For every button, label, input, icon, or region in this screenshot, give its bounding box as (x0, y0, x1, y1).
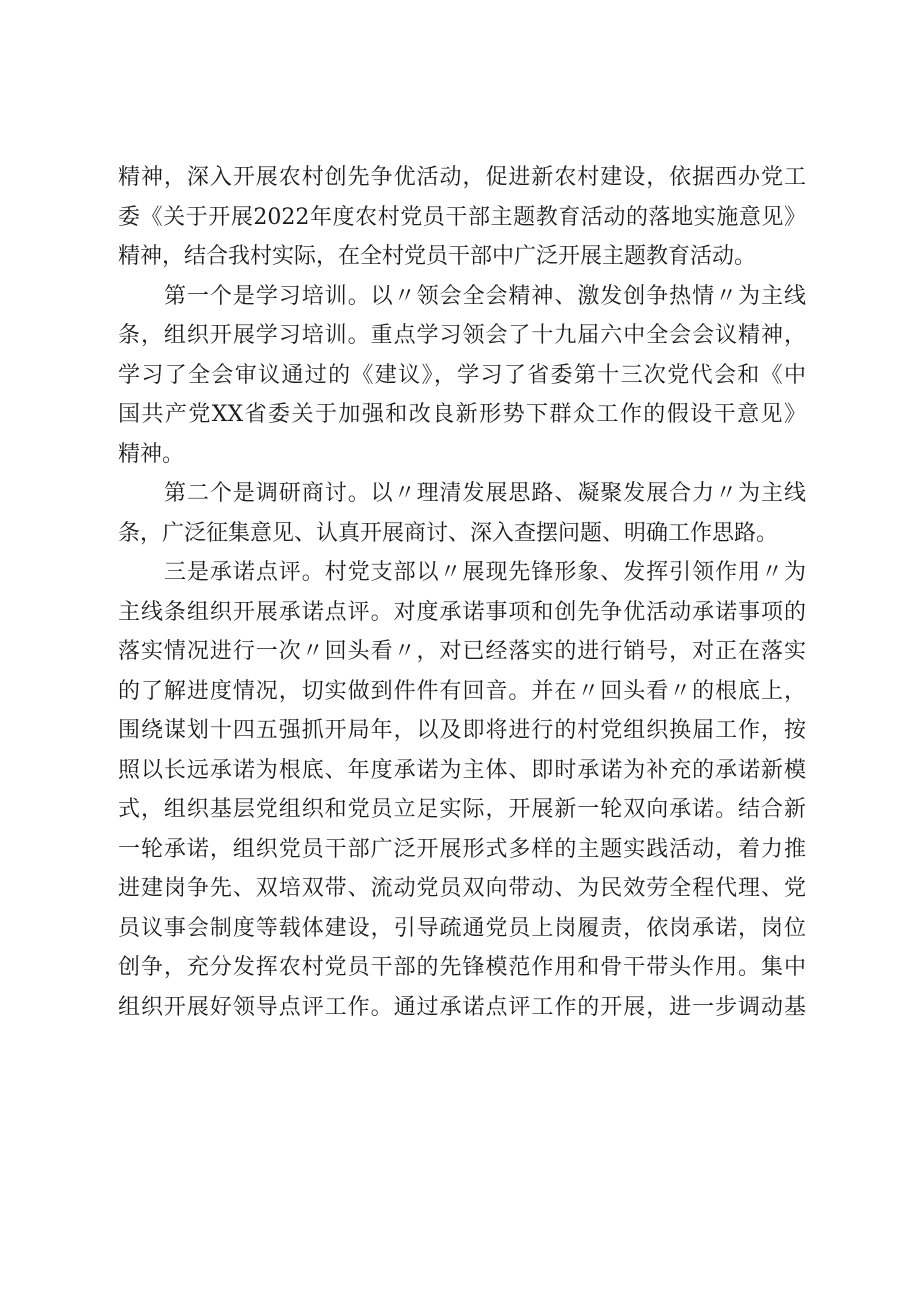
text-line: 条，组织开展学习培训。重点学习领会了十九届六中全会会议精神， (118, 323, 806, 348)
text-line: 照以长远承诺为根底、年度承诺为主体、即时承诺为补充的承诺新模 (118, 757, 806, 783)
text-line: 组织开展好领导点评工作。通过承诺点评工作的开展，进一步调动基 (118, 994, 806, 1020)
text-line: 条，广泛征集意见、认真开展商讨、深入查摆问题、明确工作思路。 (118, 520, 779, 546)
text-line: 第二个是调研商讨。以〃理清发展思路、凝聚发展合力〃为主线 (164, 481, 806, 506)
text-line: 进建岗争先、双培双带、流动党员双向带动、为民效劳全程代理、党 (118, 876, 806, 901)
document-body (118, 158, 806, 1027)
text-line: 精神，深入开展农村创先争优活动，促进新农村建设，依据西办党工 (118, 165, 806, 190)
text-line: 主线条组织开展承诺点评。对度承诺事项和创先争优活动承诺事项的 (118, 599, 806, 625)
text-line: 精神。 (118, 441, 185, 467)
text-line: 学习了全会审议通过的《建议》，学习了省委第十三次党代会和《中 (118, 362, 806, 388)
text-line: 员议事会制度等载体建设，引导疏通党员上岗履责，依岗承诺，岗位 (118, 915, 806, 941)
text-line: 国共产党XX省委关于加强和改良新形势下群众工作的假设干意见》 (118, 402, 806, 427)
text-line: 的了解进度情况，切实做到件件有回音。并在〃回头看〃的根底上， (118, 678, 806, 704)
text-line: 创争，充分发挥农村党员干部的先锋模范作用和骨干带头作用。集中 (118, 955, 806, 980)
text-line: 围绕谋划十四五强抓开局年，以及即将进行的村党组织换届工作，按 (118, 718, 806, 743)
text-line: 落实情况进行一次〃回头看〃，对已经落实的进行销号，对正在落实 (118, 639, 806, 664)
text-line: 精神，结合我村实际，在全村党员干部中广泛开展主题教育活动。 (118, 244, 757, 269)
text-line: 一轮承诺，组织党员干部广泛开展形式多样的主题实践活动，着力推 (118, 836, 806, 862)
text-line: 三是承诺点评。村党支部以〃展现先锋形象、发挥引领作用〃为 (164, 560, 806, 585)
text-line: 第一个是学习培训。以〃领会全会精神、激发创争热情〃为主线 (164, 283, 806, 309)
text-line: 委《关于开展2022年度农村党员干部主题教育活动的落地实施意见》 (118, 204, 806, 230)
text-line: 式，组织基层党组织和党员立足实际，开展新一轮双向承诺。结合新 (118, 797, 806, 822)
